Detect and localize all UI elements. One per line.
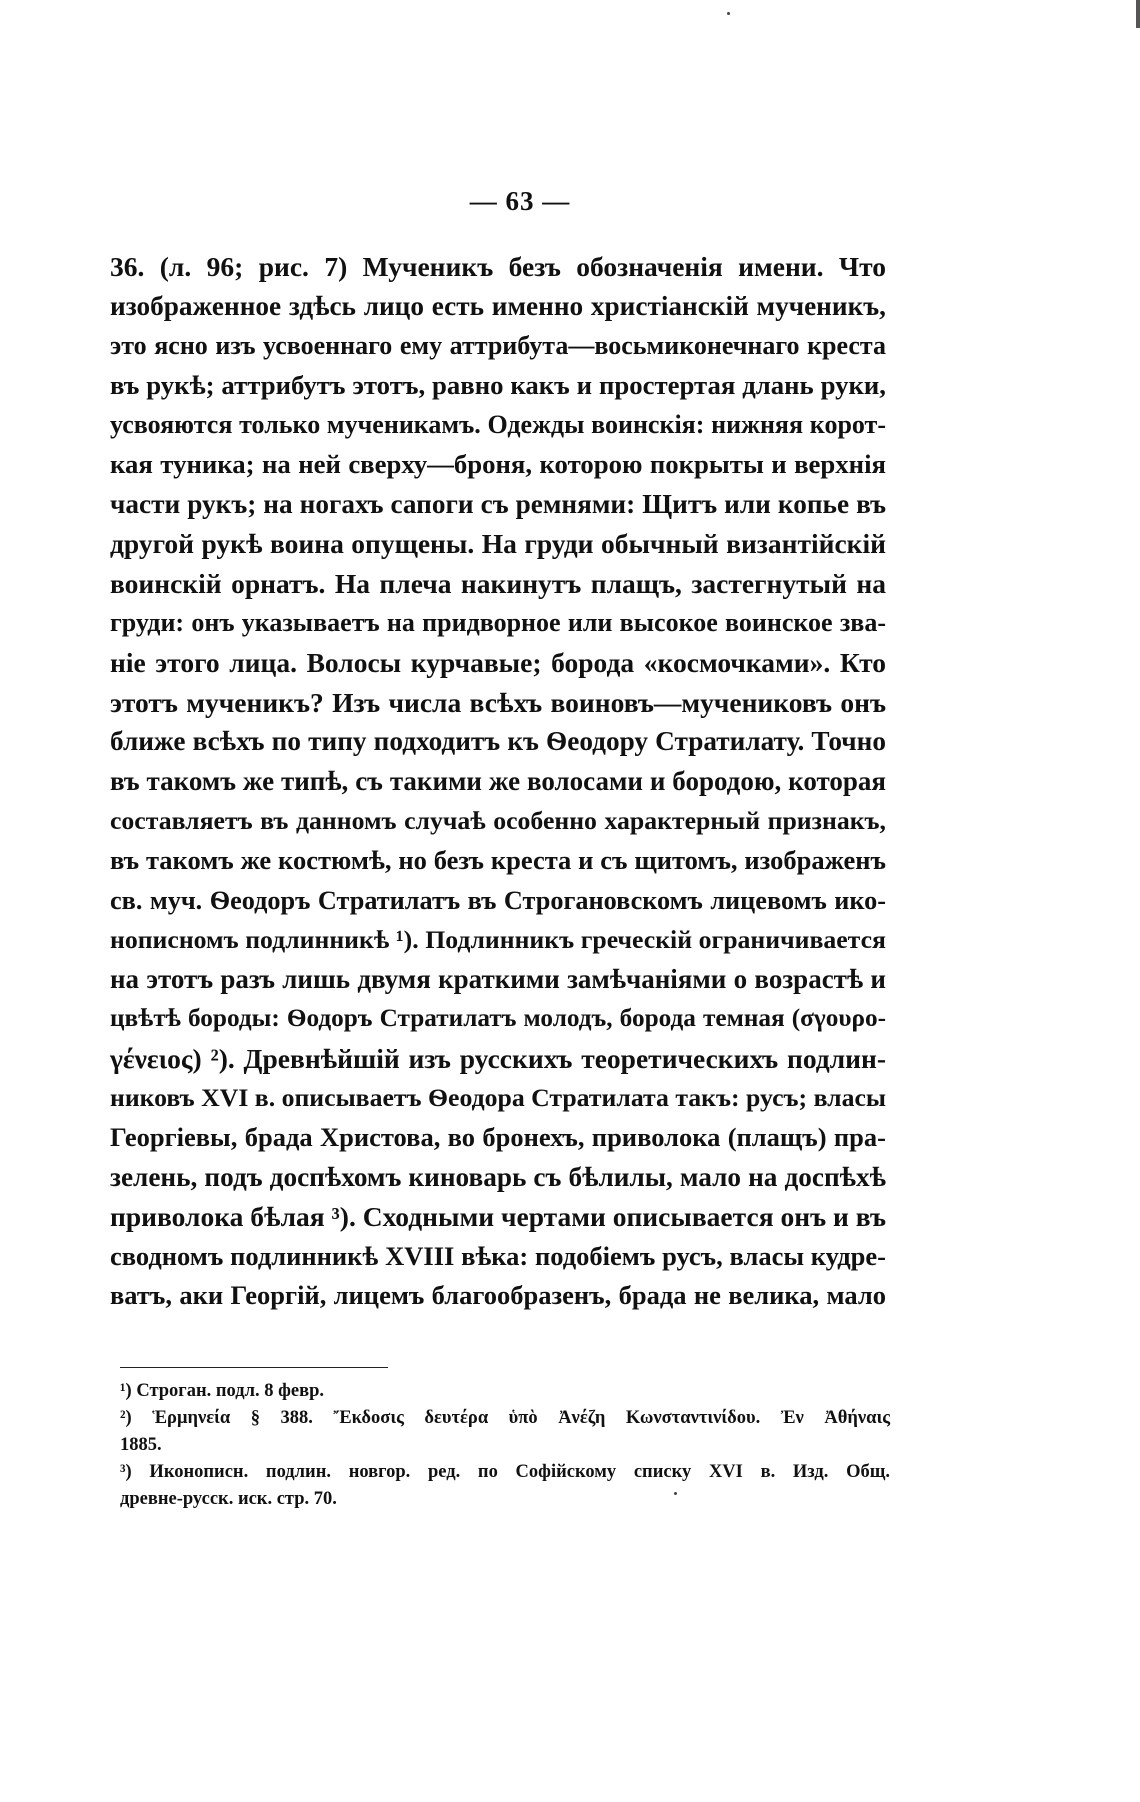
footnote-2: ²) Ἑρμηνεία § 388. Ἔκδοσις δευτέρα ὑπὸ Ἀνέζη Κωνσταντινίδου. Ἐν Ἀθήναις: [120, 1408, 890, 1428]
footnote-1: ¹) Строган. подл. 8 февр.: [120, 1381, 325, 1401]
body-line: ніе этого лица. Волосы курчавые; борода «космочками». Кто: [110, 646, 886, 678]
body-line: св. муч. Ѳеодоръ Стратилатъ въ Строгановскомъ лицевомъ ико-: [110, 885, 886, 915]
footnotes: [120, 1378, 890, 1513]
body-line: это ясно изъ усвоеннаго ему аттрибута—восьмиконечнаго креста: [110, 331, 886, 361]
scan-speck: [727, 12, 730, 15]
body-line: зелень, подъ доспѣхомъ киноварь съ бѣлилы, мало на доспѣхѣ: [110, 1161, 886, 1192]
body-line: воинскій орнатъ. На плеча накинутъ плащъ, застегнутый на: [110, 567, 886, 599]
body-line: кая туника; на ней сверху—броня, которою покрыты и верхнія: [110, 448, 886, 479]
body-line: ближе всѣхъ по типу подходитъ къ Ѳеодору Стратилату. Точно: [110, 726, 886, 757]
body-line: ватъ, аки Георгій, лицемъ благообразенъ, брада не велика, мало: [110, 1280, 886, 1311]
body-line: цвѣтѣ бороды: Ѳодоръ Стратилатъ молодъ, борода темная (σγουρο-: [110, 1004, 886, 1033]
body-line: γένειος) ²). Древнѣйшій изъ русскихъ теоретическихъ подлин-: [110, 1042, 886, 1074]
scan-edge-mark: [1136, 0, 1140, 28]
body-line: никовъ XVI в. описываетъ Ѳеодора Стратилата такъ: русъ; власы: [110, 1083, 886, 1113]
page-number: — 63 —: [469, 186, 571, 216]
body-line: составляетъ въ данномъ случаѣ особенно характерный признакъ,: [110, 806, 886, 836]
footnote-2-continuation: 1885.: [120, 1435, 162, 1455]
footnote-3-continuation: древне-русск. иск. стр. 70.: [120, 1489, 337, 1509]
body-line: другой рукѣ воина опущены. На груди обычный византійскій: [110, 528, 886, 560]
body-line: груди: онъ указываетъ на придворное или высокое воинское зва-: [110, 608, 886, 638]
footnote-3: ³) Иконописн. подлин. новгор. ред. по Софійскому списку XVI в. Изд. Общ.: [120, 1462, 890, 1482]
body-text: [110, 247, 886, 1316]
body-line: въ такомъ же костюмѣ, но безъ креста и съ щитомъ, изображенъ: [110, 844, 886, 875]
body-line: нописномъ подлинникѣ ¹). Подлинникъ греческій ограничивается: [110, 925, 886, 955]
body-line: этотъ мученикъ? Изъ числа всѣхъ воиновъ—мучениковъ онъ: [110, 686, 886, 718]
body-line: усвояются только мученикамъ. Одежды воинскія: нижняя корот-: [110, 410, 886, 440]
body-line: на этотъ разъ лишь двумя краткими замѣчаніями о возрастѣ и: [110, 963, 886, 994]
body-line: Георгіевы, брада Христова, во бронехъ, приволока (плащъ) пра-: [110, 1122, 886, 1153]
footnote-divider: [120, 1367, 388, 1368]
body-line: въ такомъ же типѣ, съ такими же волосами и бородою, которая: [110, 765, 886, 796]
body-line: 36. (л. 96; рис. 7) Мученикъ безъ обозначенія имени. Что: [110, 251, 886, 282]
body-line: изображенное здѣсь лицо есть именно христіанскій мученикъ,: [110, 290, 886, 321]
body-line: приволока бѣлая ³). Сходными чертами описывается онъ и въ: [110, 1201, 886, 1233]
body-line: въ рукѣ; аттрибутъ этотъ, равно какъ и простертая длань руки,: [110, 369, 886, 400]
body-line: части рукъ; на ногахъ сапоги съ ремнями: Щитъ или копье въ: [110, 488, 886, 519]
body-line: сводномъ подлинникѣ XVIII вѣка: подобіемъ русъ, власы кудре-: [110, 1240, 886, 1271]
